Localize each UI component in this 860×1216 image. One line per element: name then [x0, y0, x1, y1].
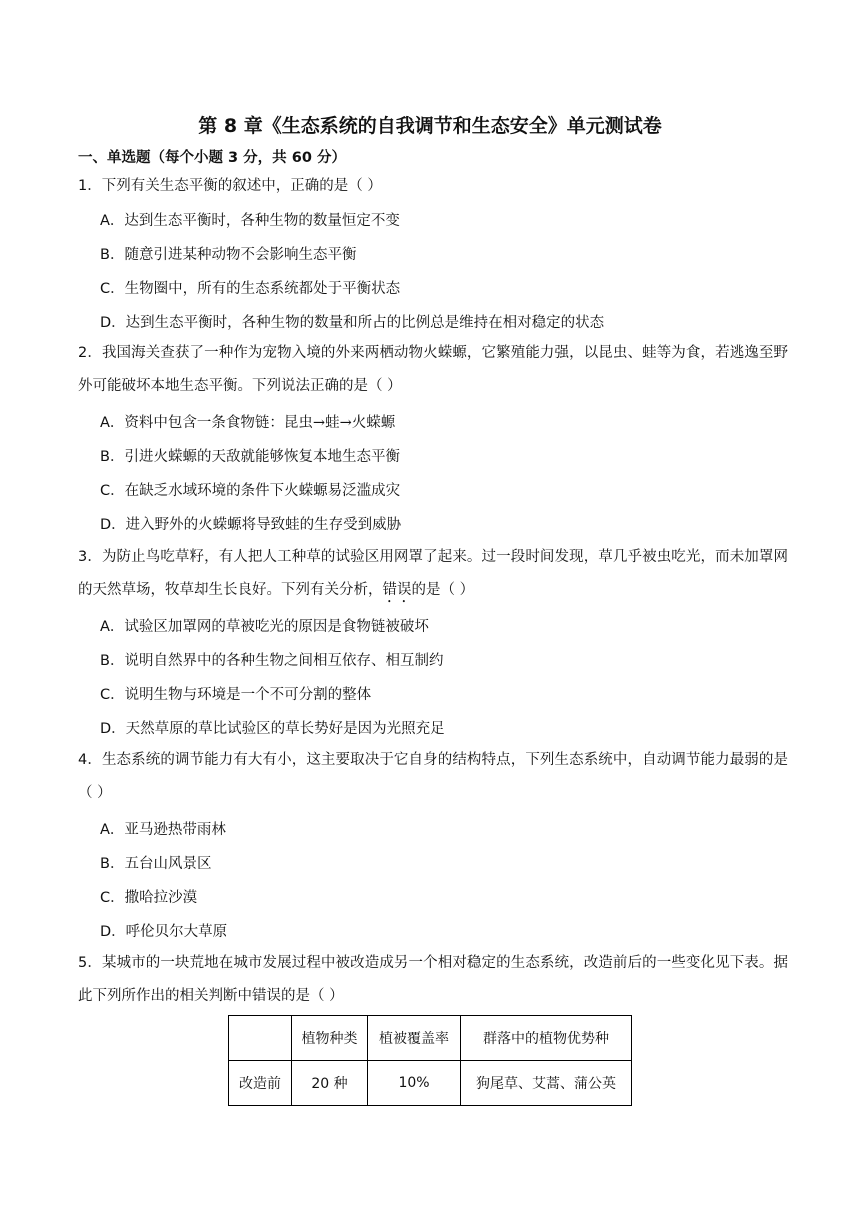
option-letter: B．	[100, 247, 125, 263]
option-letter: A．	[100, 619, 125, 635]
question-1-option-b	[100, 245, 356, 265]
question-4-option-a	[100, 820, 226, 840]
option-letter: D．	[100, 517, 126, 533]
option-letter: D．	[100, 315, 126, 331]
option-letter: C．	[100, 483, 125, 499]
table-cell: 20 种	[292, 1061, 368, 1106]
question-number: 4．	[78, 752, 102, 768]
question-text: 某城市的一块荒地在城市发展过程中被改造成另一个相对稳定的生态系统，改造前后的一些变化见下表。据此下列所作出的相关判断中错误的是（ ）	[78, 955, 789, 1004]
option-text: 试验区加罩网的草被吃光的原因是食物链被破坏	[124, 619, 429, 635]
question-text: 我国海关查获了一种作为宠物入境的外来两栖动物火蝾螈，它繁殖能力强，以昆虫、蛙等为食，若逃逸至野外可能破坏本地生态平衡。下列说法正确的是（ ）	[78, 345, 789, 394]
table-cell: 10%	[368, 1061, 461, 1106]
question-3-option-a	[100, 617, 429, 637]
question-number: 1．	[78, 178, 102, 194]
option-letter: C．	[100, 687, 125, 703]
question-text: 生态系统的调节能力有大有小，这主要取决于它自身的结构特点，下列生态系统中，自动调节能力最弱的是（ ）	[78, 752, 789, 801]
option-text: 撒哈拉沙漠	[124, 890, 198, 906]
table-row	[229, 1061, 632, 1106]
option-letter: B．	[100, 653, 125, 669]
table-header-cell: 植物种类	[292, 1016, 368, 1061]
question-1-option-c	[100, 279, 400, 299]
option-text: 说明自然界中的各种生物之间相互依存、相互制约	[124, 653, 444, 669]
question-text: 下列有关生态平衡的叙述中，正确的是（ ）	[101, 178, 382, 194]
option-text: 五台山风景区	[124, 856, 212, 872]
table-header-cell	[229, 1016, 292, 1061]
option-letter: A．	[100, 415, 125, 431]
option-text: 达到生态平衡时，各种生物的数量和所占的比例总是维持在相对稳定的状态	[125, 315, 605, 331]
option-text: 亚马逊热带雨林	[124, 822, 226, 838]
option-text: 在缺乏水域环境的条件下火蝾螈易泛滥成灾	[124, 483, 401, 499]
option-letter: A．	[100, 213, 125, 229]
question-3-option-d	[100, 719, 445, 739]
table-header-cell: 群落中的植物优势种	[461, 1016, 632, 1061]
option-text: 生物圈中，所有的生态系统都处于平衡状态	[124, 281, 401, 297]
question-1-option-a	[100, 211, 400, 231]
option-letter: A．	[100, 822, 125, 838]
option-letter: B．	[100, 856, 125, 872]
question-number: 3．	[78, 549, 102, 565]
question-text-end: 的是（ ）	[411, 582, 475, 598]
table-header-cell: 植被覆盖率	[368, 1016, 461, 1061]
document-title: 第 8 章《生态系统的自我调节和生态安全》单元测试卷	[198, 115, 662, 137]
question-4-option-d	[100, 922, 227, 942]
question-2-option-a	[100, 413, 395, 433]
option-text: 引进火蝾螈的天敌就能够恢复本地生态平衡	[124, 449, 400, 465]
question-2-stem	[78, 337, 788, 403]
option-letter: B．	[100, 449, 125, 465]
question-3-option-c	[100, 685, 371, 705]
question-number: 2．	[78, 345, 102, 361]
question-2-option-c	[100, 481, 400, 501]
section-heading: 一、单选题（每个小题 3 分，共 60 分）	[78, 150, 346, 166]
option-letter: D．	[100, 721, 126, 737]
table-cell: 改造前	[229, 1061, 292, 1106]
option-text: 说明生物与环境是一个不可分割的整体	[124, 687, 372, 703]
question-4-option-b	[100, 854, 211, 874]
question-number: 5．	[78, 955, 102, 971]
option-letter: D．	[100, 924, 126, 940]
question-1-option-d	[100, 313, 604, 333]
option-letter: C．	[100, 281, 125, 297]
table-cell: 狗尾草、艾蒿、蒲公英	[461, 1061, 632, 1106]
option-text: 天然草原的草比试验区的草长势好是因为光照充足	[125, 721, 445, 737]
option-text: 达到生态平衡时，各种生物的数量恒定不变	[124, 213, 400, 229]
question-4-stem	[78, 744, 788, 810]
question-2-option-b	[100, 447, 400, 467]
option-text: 随意引进某种动物不会影响生态平衡	[124, 247, 357, 263]
question-1-stem	[78, 170, 788, 203]
question-3-option-b	[100, 651, 443, 671]
emphasized-word: 错误	[382, 582, 412, 598]
question-5-stem	[78, 947, 788, 1013]
option-letter: C．	[100, 890, 125, 906]
table-header-row	[229, 1016, 632, 1061]
data-table	[228, 1015, 632, 1106]
question-text: 为防止鸟吃草籽，有人把人工种草的试验区用网罩了起来。过一段时间发现，草几乎被虫吃光，而未加罩网的天然草场，牧草却生长良好。下列有关分析，	[78, 549, 789, 598]
option-text: 呼伦贝尔大草原	[125, 924, 228, 940]
option-text: 资料中包含一条食物链：昆虫→蛙→火蝾螈	[124, 415, 396, 431]
question-2-option-d	[100, 515, 401, 535]
question-4-option-c	[100, 888, 197, 908]
option-text: 进入野外的火蝾螈将导致蛙的生存受到威胁	[125, 517, 402, 533]
question-3-stem	[78, 541, 788, 607]
